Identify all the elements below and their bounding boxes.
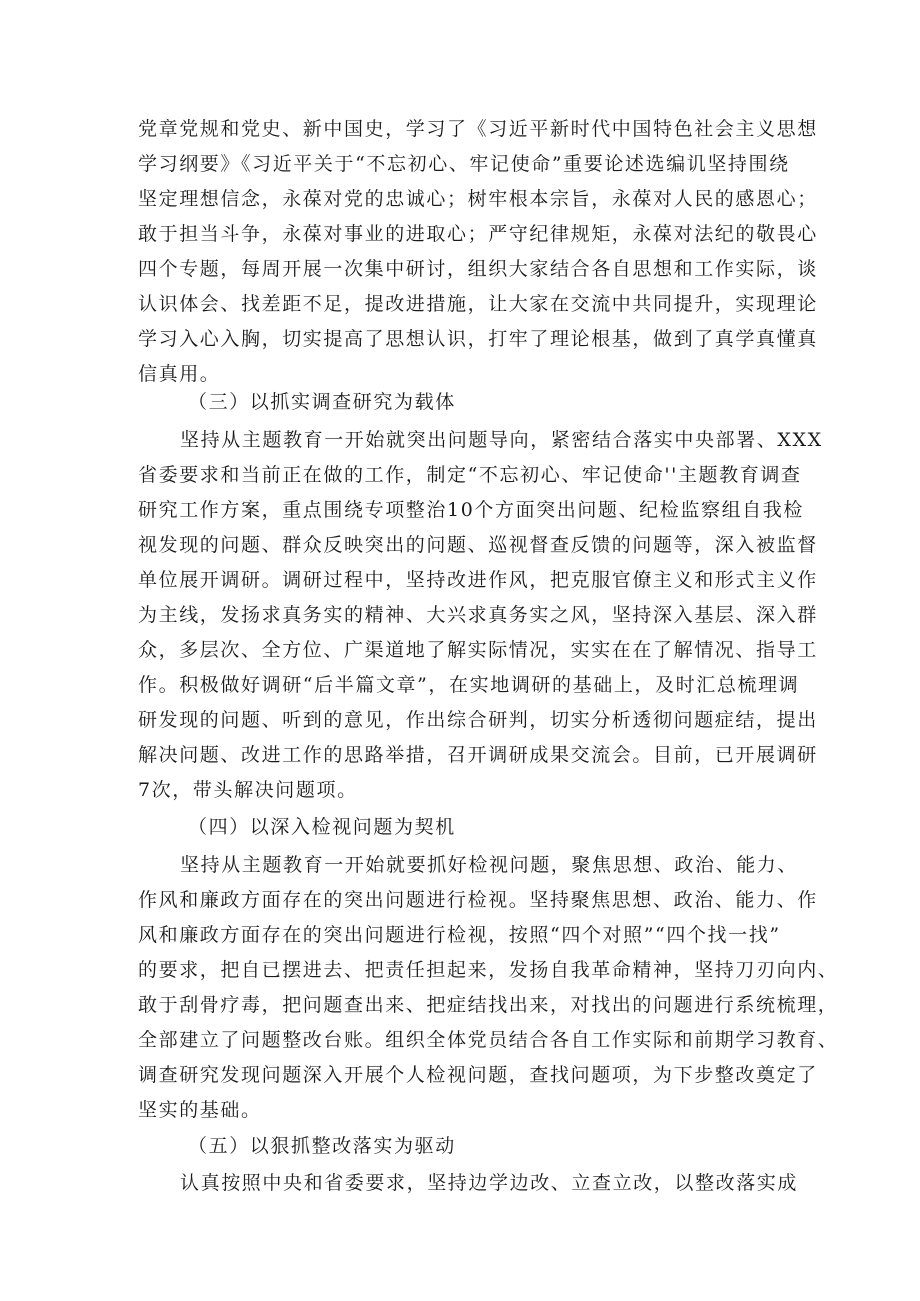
- section-heading-4: （四）以深入检视问题为契机: [188, 816, 456, 838]
- paragraph-line: 单位展开调研。调研过程中，坚持改进作风，把克服官僚主义和形式主义作: [138, 569, 818, 591]
- paragraph-line: 解决问题、改进工作的思路举措，召开调研成果交流会。目前，已开展调研: [138, 744, 818, 766]
- paragraph-line: 作风和廉政方面存在的突出问题进行检视。坚持聚焦思想、政治、能力、作: [138, 889, 818, 911]
- paragraph-line: 作。积极做好调研“后半篇文章”，在实地调研的基础上，及时汇总梳理调: [138, 674, 800, 696]
- paragraph-line: 调查研究发现问题深入开展个人检视问题，查找问题项，为下步整改奠定了: [138, 1064, 818, 1086]
- paragraph-line: 视发现的问题、群众反映突出的问题、巡视督查反馈的问题等，深入被监督: [138, 534, 818, 556]
- paragraph-line: 信真用。: [138, 363, 221, 385]
- paragraph-line: 敢于刮骨疗毒，把问题查出来、把症结找出来，对找出的问题进行系统梳理，: [138, 994, 839, 1016]
- paragraph-line: 全部建立了问题整改台账。组织全体党员结合各自工作实际和前期学习教育、: [138, 1029, 839, 1051]
- paragraph-line: 四个专题，每周开展一次集中研讨，组织大家结合各自思想和工作实际，谈: [138, 258, 818, 280]
- paragraph-line: 学习入心入胸，切实提高了思想认识，打牢了理论根基，做到了真学真懂真: [138, 328, 818, 350]
- paragraph-line: 坚定理想信念，永葆对党的忠诚心；树牢根本宗旨，永葆对人民的感恩心；: [138, 188, 818, 210]
- paragraph-line: 省委要求和当前正在做的工作，制定“不忘初心、牢记使命''主题教育调查: [138, 464, 802, 486]
- paragraph-line: 风和廉政方面存在的突出问题进行检视，按照“四个对照”“四个找一找”: [138, 924, 781, 946]
- paragraph-line: 7次，带头解决问题项。: [138, 779, 358, 801]
- paragraph-line: 为主线，发扬求真务实的精神、大兴求真务实之风，坚持深入基层、深入群: [138, 604, 818, 626]
- paragraph-line: 众，多层次、全方位、广渠道地了解实际情况，实实在在了解情况、指导工: [138, 639, 818, 661]
- paragraph-line: 党章党规和党史、新中国史，学习了《习近平新时代中国特色社会主义思想: [138, 118, 818, 140]
- paragraph-line: 坚实的基础。: [138, 1099, 262, 1121]
- paragraph-line: 的要求，把自已摆进去、把责任担起来，发扬自我革命精神，坚持刀刃向内、: [138, 959, 839, 981]
- paragraph-line: 坚持从主题教育一开始就要抓好检视问题，聚焦思想、政治、能力、: [180, 854, 799, 876]
- paragraph-line: 认识体会、找差距不足，提改进措施，让大家在交流中共同提升，实现理论: [138, 293, 818, 315]
- paragraph-line: 认真按照中央和省委要求，坚持边学边改、立查立改，以整改落实成: [180, 1172, 799, 1194]
- section-heading-5: （五）以狠抓整改落实为驱动: [188, 1135, 456, 1157]
- section-heading-3: （三）以抓实调查研究为载体: [188, 391, 456, 413]
- paragraph-line: 坚持从主题教育一开始就突出问题导向，紧密结合落实中央部署、XXX: [180, 429, 823, 451]
- paragraph-line: 研究工作方案，重点围绕专项整治10个方面突出问题、纪检监察组自我检: [138, 499, 804, 521]
- paragraph-line: 学习纲要》《习近平关于“不忘初心、牢记使命”重要论述选编讥坚持围绕: [138, 153, 790, 175]
- paragraph-line: 敢于担当斗争，永葆对事业的进取心；严守纪律规矩，永葆对法纪的敬畏心: [138, 223, 818, 245]
- paragraph-line: 研发现的问题、听到的意见，作出综合研判，切实分析透彻问题症结，提出: [138, 709, 818, 731]
